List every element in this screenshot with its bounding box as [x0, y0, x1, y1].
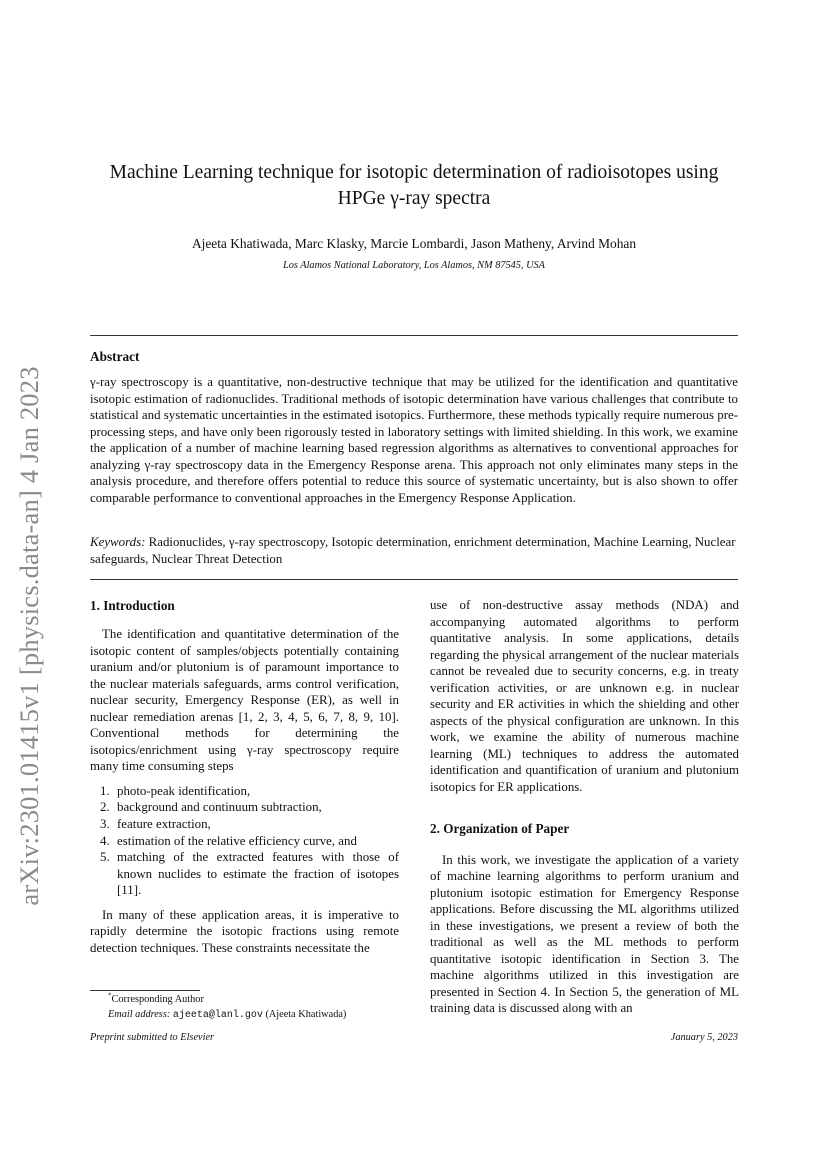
section-1-heading: 1. Introduction [90, 598, 175, 613]
intro-paragraph-3: use of non-destructive assay methods (NDA) and accompanying automated algorithms to perform quantitative analysis. In some applications, details regarding the physical arrangement of the nuclear materials cannot be revealed due to security concerns, e.g. in treaty verification activities, or are unknown e.g. in nuclear security and ER activities in which the shielding and other aspects of the physical configuration are unknown. In this work, we examine the ability of numerous machine learning (ML) techniques to address the automated identification and quantification of uranium and plutonium isotopics for ER applications. [430, 598, 739, 795]
list-item: 2. background and continuum subtraction, [100, 800, 322, 815]
footnote-corresponding: Corresponding Author [111, 994, 204, 1005]
paper-title: Machine Learning technique for isotopic determination of radioisotopes using HPGe γ-ray spectra [109, 162, 719, 209]
footnote-email[interactable]: ajeeta@lanl.gov [172, 1009, 263, 1021]
list-item: 4. estimation of the relative efficiency curve, and [100, 833, 357, 848]
footnote [108, 993, 428, 1023]
organization-paragraph-1: In this work, we investigate the application of a variety of machine learning algorithms to perform uranium and plutonium isotopic estimation for Emergency Response applications. Before discussing the ML algorithms utilized in these investigations, we present a review of both the traditional as well as the ML methods to perform quantitative isotopic identification in Section 3. The machine algorithms utilized in this investigation are presented in Section 4. In Section 5, the generation of ML training data is discussed along with an [430, 852, 739, 1016]
intro-paragraph-2: In many of these application areas, it is imperative to rapidly determine the isotopic fractions using remote detection techniques. These constraints necessitate the [90, 907, 399, 955]
keywords-text: Radionuclides, γ-ray spectroscopy, Isotopic determination, enrichment determination, Machine Learning, Nuclear safeguards, Nuclear Threat Detection [90, 535, 736, 566]
footer-date: January 5, 2023 [670, 1032, 738, 1043]
footnote-mark: * [108, 991, 112, 1000]
author-list: Ajeeta Khatiwada, Marc Klasky, Marcie Lombardi, Jason Matheny, Arvind Mohan [191, 236, 637, 251]
footnote-email-owner: (Ajeeta Khatiwada) [265, 1008, 347, 1020]
keywords [90, 534, 738, 567]
list-item: 5. matching of the extracted features with those of known nuclides to estimate the fraction of isotopes [11]. [100, 850, 399, 898]
abstract-heading: Abstract [90, 349, 140, 364]
footnote-rule [90, 990, 200, 991]
keywords-label: Keywords: [90, 535, 146, 549]
abstract-bottom-rule [90, 579, 738, 580]
list-item: 3. feature extraction, [100, 817, 211, 832]
abstract-top-rule [90, 335, 738, 336]
left-column [90, 597, 399, 956]
footnote-email-label: Email address: [108, 1008, 171, 1020]
right-column [430, 597, 739, 1017]
footer-preprint: Preprint submitted to Elsevier [90, 1032, 215, 1043]
intro-paragraph-1: The identification and quantitative determination of the isotopic content of samples/objects potentially containing uranium and/or plutonium is of paramount importance to the nuclear materials safeguards, arms control verification, nuclear security, Emergency Response (ER), as well in nuclear remediation arenas [1, 2, 3, 4, 5, 6, 7, 8, 9, 10]. Conventional methods for determining the isotopics/enrichment using γ-ray spectroscopy require many time consuming steps [90, 627, 399, 774]
list-item: 1. photo-peak identification, [100, 783, 251, 798]
section-2-heading: 2. Organization of Paper [430, 820, 570, 836]
affiliation: Los Alamos National Laboratory, Los Alamos, NM 87545, USA [283, 260, 545, 271]
arxiv-stamp: arXiv:2301.01415v1 [physics.data-an] 4 Jan 2023 [14, 366, 44, 906]
abstract-body: γ-ray spectroscopy is a quantitative, non-destructive technique that may be utilized for the identification and quantitative isotopic estimation of radionuclides. Traditional methods of isotopic determination have various challenges that contribute to statistical and systematic uncertainties in the estimated isotopics. Furthermore, these methods typically require numerous pre-processing steps, and have only been rigorously tested in laboratory settings with limited shielding. In this work, we examine the application of a number of machine learning based regression algorithms as alternatives to conventional approaches for analyzing γ-ray spectroscopy data in the Emergency Response arena. This approach not only eliminates many steps in the analysis procedure, and therefore offers potential to reduce this source of systematic uncertainty, but is also shown to offer comparable performance to conventional approaches in the Emergency Response Application. [90, 375, 738, 505]
analysis-steps-list [90, 783, 399, 899]
